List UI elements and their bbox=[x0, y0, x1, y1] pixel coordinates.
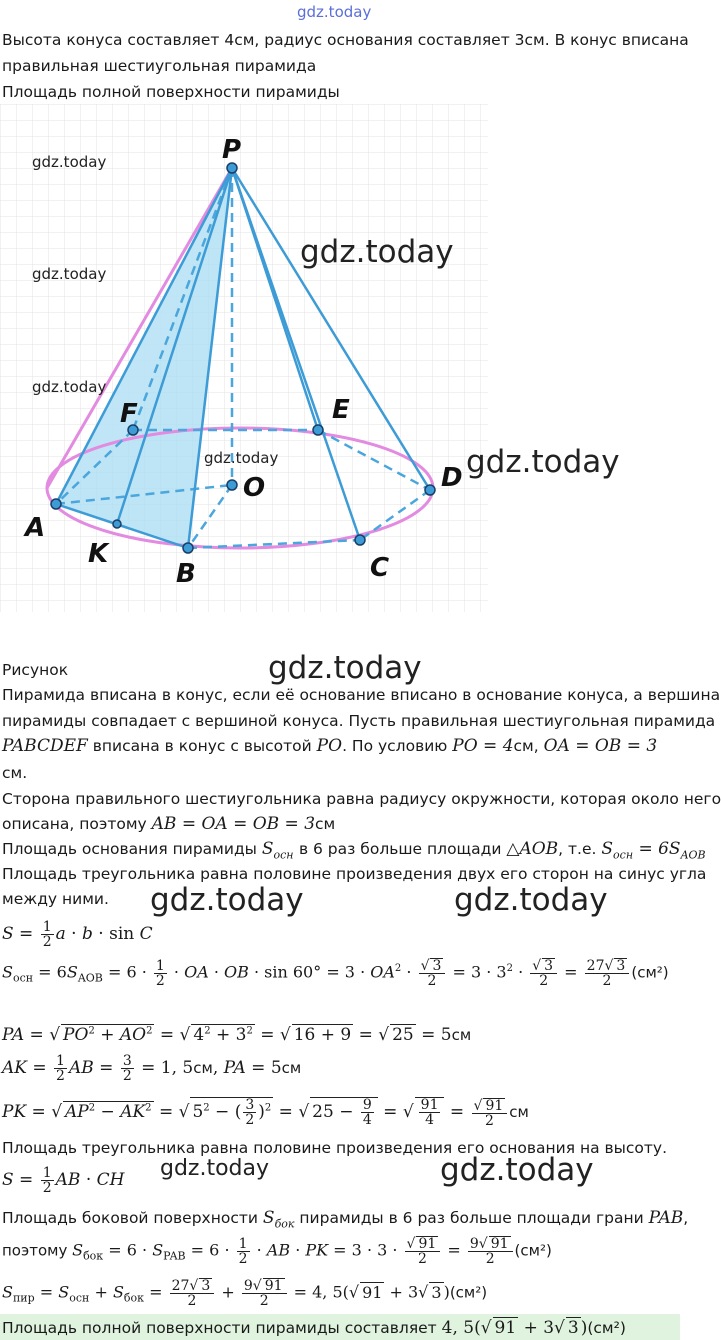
formula-base-area: $S_{осн} = 6S_{AOB} = 6$ · $\frac{1}{2}$ · OA · OB · $\sin 60^\circ = 3 \cdot OA^2$ · $\frac{√ 3}{2}$ = $3 \cdot 3^2$ · $\frac{√ 3}{2}$ = $\frac{27√ 3}{2}$ (см²) bbox=[2, 957, 669, 989]
label-o: O bbox=[243, 473, 266, 503]
solution-p5: Сторона правильного шестиугольника равна радиусу окружности, которая около него bbox=[2, 790, 721, 808]
solution-p1: Пирамида вписана в конус, если её основание вписано в основание конуса, а вершина bbox=[2, 686, 721, 704]
solution-p9: между ними. bbox=[2, 890, 109, 908]
watermark-fig-5: gdz.today bbox=[300, 234, 454, 270]
solution-p3: PABCDEF вписана в конус с высотой PO. По условию PO = 4см, OA = OB = 3 bbox=[2, 736, 658, 756]
formula-triangle-area: S = $\frac{1}{2}$ a · b · sin C bbox=[2, 919, 153, 950]
solution-p7: Площадь основания пирамиды $S_{осн}$ в 6 раз больше площади △AOB, т.е. $S_{осн} = 6S_{AOB}$ bbox=[2, 839, 706, 862]
pyramid-figure bbox=[0, 104, 490, 614]
problem-line-2: правильная шестиугольная пирамида bbox=[2, 57, 317, 75]
formula-pk: PK = √ $AP^2 - AK^2$ = √ $5^2$ − ( $\frac{3}{2}$ )$^2$ = √ 25 − $\frac{9}{4}$ = √ $\frac{91}{4}$ = $\frac{√ 91}{2}$ см bbox=[2, 1097, 529, 1129]
watermark-mid: gdz.today bbox=[268, 650, 422, 686]
label-d: D bbox=[441, 463, 463, 493]
question-line: Площадь полной поверхности пирамиды bbox=[2, 83, 340, 101]
solution-p11: Площадь боковой поверхности $S_{бок}$ пирамиды в 6 раз больше площади грани PAB, bbox=[2, 1208, 689, 1231]
formula-pa: PA = √ $PO^2 + AO^2$ = √ $4^2 + 3^2$ = √ 16 + 9 = √ 25 = 5см bbox=[2, 1025, 472, 1045]
answer-line: Площадь полной поверхности пирамиды составляет 4, 5(√ 91 + 3√ 3 )(см²) bbox=[2, 1318, 626, 1338]
watermark-sol-3: gdz.today bbox=[160, 1156, 270, 1181]
label-p: P bbox=[222, 135, 242, 165]
label-f: F bbox=[120, 399, 138, 429]
solution-p8: Площадь треугольника равна половине произведения двух его сторон на синус угла bbox=[2, 865, 707, 883]
formula-height-area: S = $\frac{1}{2}$ AB · CH bbox=[2, 1165, 125, 1196]
figure-caption: Рисунок bbox=[2, 661, 69, 679]
solution-p2: пирамиды совпадает с вершиной конуса. Пусть правильная шестиугольная пирамида bbox=[2, 712, 716, 730]
watermark-fig-1: gdz.today bbox=[32, 153, 107, 171]
formula-lateral-area: поэтому $S_{бок} = 6 \cdot S_{PAB} = 6$ · $\frac{1}{2}$ · AB · PK = 3 · 3 · $\frac{√ 91}{2}$ = $\frac{9√ 91}{2}$ (см²) bbox=[2, 1235, 552, 1267]
watermark-fig-2: gdz.today bbox=[32, 265, 107, 283]
label-e: E bbox=[332, 395, 350, 425]
label-k: K bbox=[88, 539, 109, 569]
grid-background bbox=[0, 104, 488, 612]
watermark-sol-4: gdz.today bbox=[440, 1152, 594, 1188]
label-a: A bbox=[25, 513, 46, 543]
solution-p4: см. bbox=[2, 764, 28, 782]
watermark-sol-2: gdz.today bbox=[454, 882, 608, 918]
watermark-sol-1: gdz.today bbox=[150, 882, 304, 918]
solution-p10: Площадь треугольника равна половине произведения его основания на высоту. bbox=[2, 1139, 668, 1157]
label-c: C bbox=[370, 553, 390, 583]
watermark-fig-4: gdz.today bbox=[204, 449, 279, 467]
formula-ak: AK = $\frac{1}{2}$ AB = $\frac{3}{2}$ = 1, 5см, PA = 5см bbox=[2, 1053, 302, 1084]
watermark-fig-6: gdz.today bbox=[466, 444, 620, 480]
problem-line-1: Высота конуса составляет 4см, радиус основания составляет 3см. В конус вписана bbox=[2, 31, 689, 49]
watermark-top: gdz.today bbox=[297, 3, 372, 21]
watermark-fig-3: gdz.today bbox=[32, 378, 107, 396]
label-b: B bbox=[176, 559, 196, 589]
formula-total-area: $S_{пир} = S_{осн} + S_{бок}$ = $\frac{27√ 3}{2}$ + $\frac{9√ 91}{2}$ = 4, 5(√ 91 + 3√ 3 )(см²) bbox=[2, 1278, 488, 1309]
solution-p6: описана, поэтому AB = OA = OB = 3см bbox=[2, 814, 336, 834]
